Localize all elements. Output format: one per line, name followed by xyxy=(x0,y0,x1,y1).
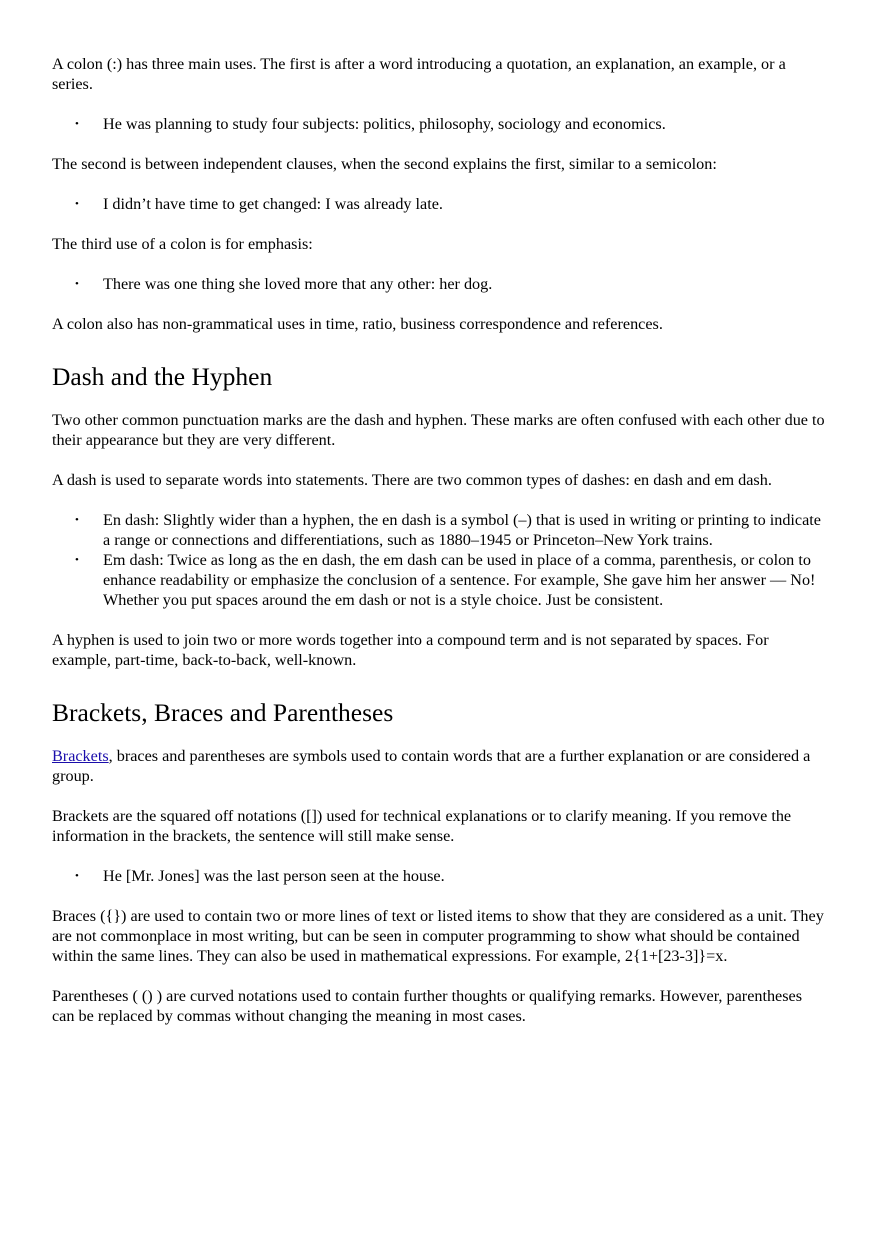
colon-other-uses: A colon also has non-grammatical uses in time, ratio, business correspondence and references. xyxy=(52,315,663,333)
colon-intro: A colon (:) has three main uses. The first is after a word introducing a quotation, an explanation, an example, or a series. xyxy=(52,55,786,93)
colon-example-list-1 xyxy=(52,114,828,134)
list-item: • He [Mr. Jones] was the last person seen at the house. xyxy=(52,866,828,886)
brackets-link[interactable]: Brackets xyxy=(52,747,109,765)
colon-example-list-3 xyxy=(52,274,828,294)
square-brackets-paragraph: Brackets are the squared off notations ([]) used for technical explanations or to clarify meaning. If you remove the information in the brackets, the sentence will still make sense. xyxy=(52,807,792,845)
dash-intro: Two other common punctuation marks are the dash and hyphen. These marks are often confused with each other due to their appearance but they are very different. xyxy=(52,411,825,449)
parentheses-paragraph: Parentheses ( () ) are curved notations used to contain further thoughts or qualifying remarks. However, parentheses can be replaced by commas without changing the meaning in most cases. xyxy=(52,987,803,1025)
list-item-en-dash: • En dash: Slightly wider than a hyphen, the en dash is a symbol (–) that is used in writing or printing to indicate a range or connections and differentiations, such as 1880–1945 or Princeton–New York trains. xyxy=(52,510,828,550)
dash-heading: Dash and the Hyphen xyxy=(52,362,273,391)
em-dash-text: • Em dash: Twice as long as the en dash, the em dash can be used in place of a comma, parenthesis, or colon to enhance readability or emphasize the conclusion of a sentence. For example, She gave him her answer — No! xyxy=(103,551,816,589)
em-dash-note: Whether you put spaces around the em dash or not is a style choice. Just be consistent. xyxy=(103,591,664,609)
colon-second-use: The second is between independent clauses, when the second explains the first, similar to a semicolon: xyxy=(52,155,717,173)
colon-example-list-2 xyxy=(52,194,828,214)
dash-list xyxy=(52,510,828,610)
list-item: • There was one thing she loved more that any other: her dog. xyxy=(52,274,828,294)
brackets-heading: Brackets, Braces and Parentheses xyxy=(52,698,394,727)
list-item-em-dash xyxy=(52,550,828,610)
list-item: • He was planning to study four subjects: politics, philosophy, sociology and economics. xyxy=(52,114,828,134)
brackets-example-list xyxy=(52,866,828,886)
brackets-intro xyxy=(52,746,828,786)
hyphen-paragraph: A hyphen is used to join two or more words together into a compound term and is not separated by spaces. For example, part-time, back-to-back, well-known. xyxy=(52,631,769,669)
colon-third-use: The third use of a colon is for emphasis: xyxy=(52,235,313,253)
document-page xyxy=(52,54,828,1046)
braces-paragraph: Braces ({}) are used to contain two or more lines of text or listed items to show that they are considered as a unit. They are not commonplace in most writing, but can be seen in computer programming to show what should be contained within the same lines. They can also be used in mathematical expressions. For example, 2{1+[23-3]}=x. xyxy=(52,907,824,965)
dash-types: A dash is used to separate words into statements. There are two common types of dashes: en dash and em dash. xyxy=(52,471,772,489)
brackets-intro-text: , braces and parentheses are symbols used to contain words that are a further explanation or are considered a group. xyxy=(52,747,811,785)
list-item: • I didn’t have time to get changed: I was already late. xyxy=(52,194,828,214)
